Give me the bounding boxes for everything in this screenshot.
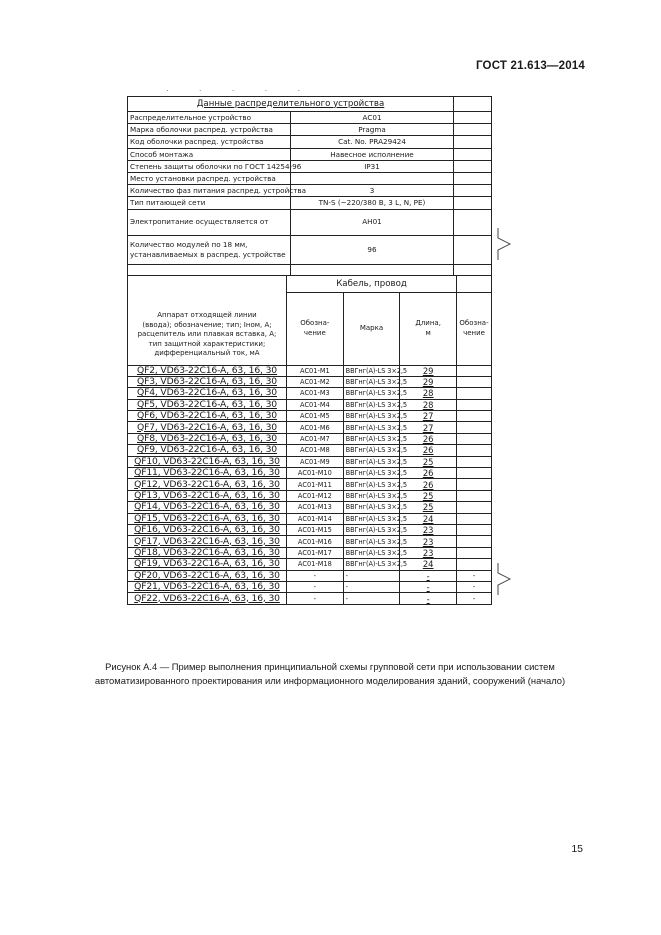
line-brand-cell: ВВГнг(А)-LS 3×2,5 [343, 365, 400, 376]
line-length-cell: 26 [400, 433, 457, 444]
line-extra-cell [457, 547, 492, 558]
line-row [128, 422, 492, 433]
line-brand-cell: ВВГнг(А)-LS 3×2,5 [343, 502, 400, 513]
line-brand-cell: ВВГнг(А)-LS 3×2,5 [343, 490, 400, 501]
line-designation-cell: АС01-М17 [287, 547, 344, 558]
line-designation-cell: АС01-М4 [287, 399, 344, 410]
line-designation-cell: АС01-М8 [287, 445, 344, 456]
line-row [128, 570, 492, 581]
line-row [128, 581, 492, 592]
line-brand-cell: ВВГнг(А)-LS 3×2,5 [343, 388, 400, 399]
line-device-cell: QF12, VD63-22C16-A, 63, 16, 30 [128, 479, 287, 490]
device-data-table [127, 96, 492, 276]
line-brand-cell: ВВГнг(А)-LS 3×2,5 [343, 422, 400, 433]
line-extra-cell [457, 445, 492, 456]
line-brand-cell: ВВГнг(А)-LS 3×2,5 [343, 559, 400, 570]
line-length-cell: 25 [400, 502, 457, 513]
blank-row [128, 264, 492, 275]
line-extra-cell: - [457, 581, 492, 592]
line-designation-cell: - [287, 581, 344, 592]
line-device-cell: QF20, VD63-22C16-A, 63, 16, 30 [128, 570, 287, 581]
line-extra-cell [457, 399, 492, 410]
line-length-cell: - [400, 593, 457, 604]
line-extra-cell [457, 559, 492, 570]
line-length-cell: 24 [400, 513, 457, 524]
line-device-cell: QF4, VD63-22C16-A, 63, 16, 30 [128, 388, 287, 399]
device-table-title: Данные распределительного устройства [128, 97, 454, 112]
line-brand-cell: ВВГнг(А)-LS 3×2,5 [343, 536, 400, 547]
line-row [128, 365, 492, 376]
line-device-cell: QF22, VD63-22C16-A, 63, 16, 30 [128, 593, 287, 604]
device-row: Распределительное устройство АС01 [128, 112, 492, 124]
line-device-cell: QF16, VD63-22C16-A, 63, 16, 30 [128, 524, 287, 535]
modules-row: Количество модулей по 18 мм, устанавливаемых в распред. устройстве 96 [128, 235, 492, 264]
line-length-cell: 28 [400, 388, 457, 399]
line-row [128, 433, 492, 444]
line-designation-cell: АС01-М14 [287, 513, 344, 524]
line-length-cell: 23 [400, 524, 457, 535]
line-designation-cell: АС01-М5 [287, 411, 344, 422]
line-device-cell: QF10, VD63-22C16-A, 63, 16, 30 [128, 456, 287, 467]
line-extra-cell [457, 422, 492, 433]
line-device-cell: QF5, VD63-22C16-A, 63, 16, 30 [128, 399, 287, 410]
line-designation-cell: АС01-М2 [287, 376, 344, 387]
designation-column-header: Обозна- чение [287, 292, 344, 365]
line-extra-cell [457, 524, 492, 535]
break-line-marker [496, 228, 516, 260]
page-number: 15 [571, 843, 583, 855]
line-length-cell: 23 [400, 536, 457, 547]
line-device-cell: QF3, VD63-22C16-A, 63, 16, 30 [128, 376, 287, 387]
extra-designation-column-header: Обозна- чение [457, 292, 492, 365]
line-device-cell: QF13, VD63-22C16-A, 63, 16, 30 [128, 490, 287, 501]
device-column-header: Аппарат отходящей линии (ввода); обозначение; тип; Iном, А; расцепитель или плавкая вставка, А; тип защитной характеристики; дифференциальный ток, мА [128, 275, 287, 365]
device-row: Степень защиты оболочки по ГОСТ 14254-96 IP31 [128, 160, 492, 172]
line-brand-cell: ВВГнг(А)-LS 3×2,5 [343, 411, 400, 422]
brand-column-header: Марка [343, 292, 400, 365]
line-row [128, 399, 492, 410]
line-extra-cell [457, 513, 492, 524]
line-length-cell: 26 [400, 479, 457, 490]
line-length-cell: 26 [400, 445, 457, 456]
line-extra-cell [457, 411, 492, 422]
line-length-cell: 29 [400, 376, 457, 387]
line-designation-cell: АС01-М3 [287, 388, 344, 399]
line-row [128, 456, 492, 467]
line-brand-cell: ВВГнг(А)-LS 3×2,5 [343, 445, 400, 456]
device-row: Марка оболочки распред. устройства Pragma [128, 124, 492, 136]
line-designation-cell: АС01-М7 [287, 433, 344, 444]
line-row [128, 490, 492, 501]
line-designation-cell: АС01-М12 [287, 490, 344, 501]
line-designation-cell: АС01-М1 [287, 365, 344, 376]
line-device-cell: QF21, VD63-22C16-A, 63, 16, 30 [128, 581, 287, 592]
line-length-cell: - [400, 570, 457, 581]
device-row: Способ монтажа Навесное исполнение [128, 148, 492, 160]
line-extra-cell: - [457, 593, 492, 604]
line-row [128, 502, 492, 513]
line-extra-cell [457, 490, 492, 501]
line-extra-cell [457, 388, 492, 399]
line-row [128, 468, 492, 479]
line-brand-cell: - [343, 570, 400, 581]
line-designation-cell: АС01-М18 [287, 559, 344, 570]
line-row [128, 559, 492, 570]
line-brand-cell: ВВГнг(А)-LS 3×2,5 [343, 433, 400, 444]
line-extra-cell [457, 376, 492, 387]
line-designation-cell: АС01-М6 [287, 422, 344, 433]
line-extra-cell [457, 479, 492, 490]
line-brand-cell: ВВГнг(А)-LS 3×2,5 [343, 468, 400, 479]
line-device-cell: QF7, VD63-22C16-A, 63, 16, 30 [128, 422, 287, 433]
line-row [128, 376, 492, 387]
line-length-cell: 28 [400, 399, 457, 410]
line-brand-cell: ВВГнг(А)-LS 3×2,5 [343, 399, 400, 410]
line-length-cell: 27 [400, 422, 457, 433]
line-length-cell: 25 [400, 490, 457, 501]
power-source-row: Электропитание осуществляется от АН01 [128, 209, 492, 235]
line-row [128, 445, 492, 456]
outgoing-lines-table [127, 275, 492, 605]
device-row: Количество фаз питания распред. устройства 3 [128, 185, 492, 197]
line-brand-cell: ВВГнг(А)-LS 3×2,5 [343, 479, 400, 490]
line-row [128, 536, 492, 547]
line-rows [128, 365, 492, 604]
line-device-cell: QF19, VD63-22C16-A, 63, 16, 30 [128, 559, 287, 570]
line-extra-cell [457, 365, 492, 376]
line-extra-cell [457, 536, 492, 547]
line-row [128, 593, 492, 604]
line-length-cell: 25 [400, 456, 457, 467]
line-brand-cell: ВВГнг(А)-LS 3×2,5 [343, 524, 400, 535]
device-row: Место установки распред. устройства [128, 172, 492, 184]
line-device-cell: QF18, VD63-22C16-A, 63, 16, 30 [128, 547, 287, 558]
line-extra-cell: - [457, 570, 492, 581]
line-extra-cell [457, 433, 492, 444]
line-brand-cell: - [343, 593, 400, 604]
line-extra-cell [457, 502, 492, 513]
line-row [128, 388, 492, 399]
line-row [128, 411, 492, 422]
break-line-marker [496, 563, 516, 595]
line-length-cell: 27 [400, 411, 457, 422]
line-length-cell: 23 [400, 547, 457, 558]
line-device-cell: QF8, VD63-22C16-A, 63, 16, 30 [128, 433, 287, 444]
line-brand-cell: ВВГнг(А)-LS 3×2,5 [343, 456, 400, 467]
line-brand-cell: ВВГнг(А)-LS 3×2,5 [343, 376, 400, 387]
line-length-cell: 24 [400, 559, 457, 570]
device-row: Код оболочки распред. устройства Cat. No. PRA29424 [128, 136, 492, 148]
length-column-header: Длина, м [400, 292, 457, 365]
line-brand-cell: ВВГнг(А)-LS 3×2,5 [343, 547, 400, 558]
line-designation-cell: - [287, 570, 344, 581]
line-device-cell: QF11, VD63-22C16-A, 63, 16, 30 [128, 468, 287, 479]
line-length-cell: - [400, 581, 457, 592]
line-designation-cell: - [287, 593, 344, 604]
device-row: Тип питающей сети TN-S (~220/380 В, 3 L, N, PE) [128, 197, 492, 209]
line-length-cell: 26 [400, 468, 457, 479]
line-designation-cell: АС01-М15 [287, 524, 344, 535]
line-device-cell: QF6, VD63-22C16-A, 63, 16, 30 [128, 411, 287, 422]
line-designation-cell: АС01-М13 [287, 502, 344, 513]
line-designation-cell: АС01-М10 [287, 468, 344, 479]
line-device-cell: QF15, VD63-22C16-A, 63, 16, 30 [128, 513, 287, 524]
figure-caption: Рисунок А.4 — Пример выполнения принципиальной схемы групповой сети при использовании систем автоматизированного проектирования или информационного моделирования зданий, сооружений (начало) [94, 661, 566, 686]
line-extra-cell [457, 456, 492, 467]
line-row [128, 479, 492, 490]
line-extra-cell [457, 468, 492, 479]
line-length-cell: 29 [400, 365, 457, 376]
line-device-cell: QF14, VD63-22C16-A, 63, 16, 30 [128, 502, 287, 513]
line-designation-cell: АС01-М16 [287, 536, 344, 547]
standard-header: ГОСТ 21.613—2014 [475, 60, 585, 72]
scan-dots: · · · · · [166, 86, 315, 95]
line-row [128, 547, 492, 558]
line-designation-cell: АС01-М9 [287, 456, 344, 467]
line-brand-cell: ВВГнг(А)-LS 3×2,5 [343, 513, 400, 524]
line-designation-cell: АС01-М11 [287, 479, 344, 490]
line-row [128, 524, 492, 535]
line-device-cell: QF9, VD63-22C16-A, 63, 16, 30 [128, 445, 287, 456]
schematic-document [127, 96, 492, 605]
cable-header: Кабель, провод [287, 275, 457, 292]
line-device-cell: QF2, VD63-22C16-A, 63, 16, 30 [128, 365, 287, 376]
line-row [128, 513, 492, 524]
line-device-cell: QF17, VD63-22C16-A, 63, 16, 30 [128, 536, 287, 547]
line-brand-cell: - [343, 581, 400, 592]
